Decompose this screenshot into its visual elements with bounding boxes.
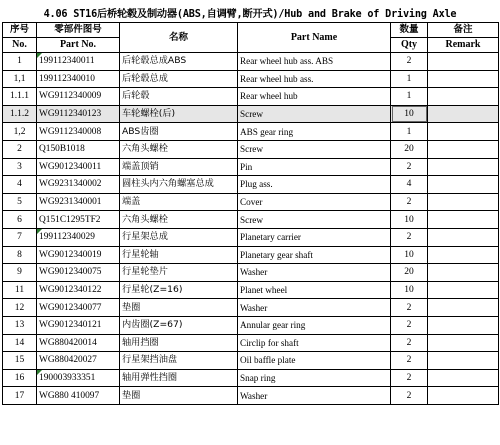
- cell-remark[interactable]: [428, 88, 499, 106]
- cell-name-en[interactable]: [238, 176, 391, 194]
- cell-part-no[interactable]: [37, 140, 120, 158]
- cell-qty[interactable]: [391, 352, 428, 370]
- cell-name-cn-text: 后轮毂: [122, 90, 150, 102]
- table-row[interactable]: [3, 369, 499, 387]
- cell-name-en-text: Planetary gear shaft: [240, 249, 313, 260]
- cell-qty-text: 2: [406, 161, 412, 172]
- sheet-title: 4.06 ST16后桥轮毂及制动器(ABS,自调臂,断开式)/Hub and Brake of Driving Axle: [43, 8, 457, 20]
- cell-remark[interactable]: [428, 193, 499, 211]
- cell-name-en-text: Planetary carrier: [240, 232, 301, 243]
- cell-part-no[interactable]: [37, 299, 120, 317]
- cell-qty-text: 20: [404, 144, 414, 155]
- cell-name-en[interactable]: [238, 158, 391, 176]
- cell-no[interactable]: [3, 158, 37, 176]
- cell-part-no-text: 199112340029: [39, 232, 95, 243]
- cell-name-cn-text: 垫圈: [122, 301, 141, 313]
- cell-name-en[interactable]: [238, 369, 391, 387]
- cell-no-text: 1.1.2: [10, 109, 29, 120]
- cell-name-en[interactable]: [238, 281, 391, 299]
- cell-qty[interactable]: [391, 176, 428, 194]
- cell-part-no-text: WG9112340008: [39, 126, 102, 137]
- table-row[interactable]: [3, 387, 499, 405]
- cell-part-no[interactable]: [37, 211, 120, 229]
- cell-name-cn[interactable]: [120, 158, 238, 176]
- cell-name-en-text: Pin: [240, 161, 253, 172]
- cell-no-text: 1,2: [13, 126, 26, 137]
- table-row[interactable]: [3, 140, 499, 158]
- cell-part-no-text: WG9231340002: [39, 179, 102, 190]
- cell-name-cn-text: 端盖: [122, 196, 141, 208]
- table-row[interactable]: [3, 281, 499, 299]
- cell-name-cn[interactable]: [120, 369, 238, 387]
- cell-part-no-text: WG9231340001: [39, 197, 102, 208]
- cell-name-en-text: Rear wheel hub ass. ABS: [240, 56, 334, 67]
- cell-no-text: 9: [17, 267, 22, 278]
- cell-name-en-text: Circlip for shaft: [240, 337, 299, 348]
- cell-qty-text: 1: [406, 91, 412, 102]
- table-row[interactable]: [3, 264, 499, 282]
- cell-remark[interactable]: [428, 105, 499, 123]
- header-no-cn[interactable]: 序号: [3, 23, 37, 38]
- cell-no-text: 3: [17, 161, 22, 172]
- cell-qty-text: 2: [406, 390, 412, 401]
- header-name-cn[interactable]: 名称: [120, 23, 238, 53]
- cell-name-en[interactable]: [238, 334, 391, 352]
- cell-remark[interactable]: [428, 70, 499, 88]
- cell-part-no-text: WG9112340009: [39, 91, 102, 102]
- cell-name-en[interactable]: [238, 246, 391, 264]
- cell-no-text: 15: [14, 355, 25, 366]
- cell-part-no-text: WG9012340011: [39, 161, 102, 172]
- cell-no[interactable]: [3, 105, 37, 123]
- cell-qty-text: 2: [406, 232, 412, 243]
- table-row[interactable]: [3, 299, 499, 317]
- cell-qty-text: 20: [404, 267, 414, 278]
- cell-part-no[interactable]: [37, 105, 120, 123]
- cell-part-no-text: 190003933351: [39, 372, 96, 383]
- cell-qty[interactable]: [391, 53, 428, 71]
- cell-qty[interactable]: [391, 123, 428, 141]
- cell-name-cn-text: ABS齿圈: [122, 125, 159, 137]
- cell-name-cn-text: 车轮螺栓(后): [122, 108, 176, 120]
- cell-name-cn-text: 行星轮(Z=16): [122, 284, 183, 296]
- cell-remark[interactable]: [428, 211, 499, 229]
- cell-name-en[interactable]: [238, 193, 391, 211]
- cell-part-no[interactable]: [37, 316, 120, 334]
- cell-remark[interactable]: [428, 352, 499, 370]
- cell-no[interactable]: [3, 176, 37, 194]
- table-row[interactable]: [3, 123, 499, 141]
- cell-no[interactable]: [3, 264, 37, 282]
- cell-no[interactable]: [3, 387, 37, 405]
- cell-name-cn[interactable]: [120, 316, 238, 334]
- comment-flag-icon: [37, 229, 42, 234]
- cell-no[interactable]: [3, 316, 37, 334]
- cell-part-no[interactable]: [37, 158, 120, 176]
- cell-qty[interactable]: [391, 334, 428, 352]
- cell-no-text: 1.1.1: [10, 91, 29, 102]
- table-row[interactable]: [3, 88, 499, 106]
- cell-part-no[interactable]: [37, 352, 120, 370]
- table-row[interactable]: [3, 211, 499, 229]
- cell-name-en[interactable]: [238, 316, 391, 334]
- cell-part-no-text: Q151C1295TF2: [39, 214, 101, 225]
- cell-no[interactable]: [3, 211, 37, 229]
- cell-name-en-text: Screw: [240, 144, 263, 155]
- cell-qty-text: 2: [406, 320, 412, 331]
- cell-remark[interactable]: [428, 387, 499, 405]
- table-row[interactable]: [3, 105, 499, 123]
- table-row[interactable]: [3, 316, 499, 334]
- cell-no[interactable]: [3, 228, 37, 246]
- cell-name-en[interactable]: [238, 211, 391, 229]
- cell-name-cn[interactable]: [120, 387, 238, 405]
- cell-remark[interactable]: [428, 264, 499, 282]
- cell-name-cn[interactable]: [120, 70, 238, 88]
- comment-flag-icon: [37, 370, 42, 375]
- cell-name-cn-text: 垫圈: [122, 389, 141, 401]
- cell-qty[interactable]: [391, 105, 428, 123]
- cell-name-en-text: ABS gear ring: [240, 126, 294, 137]
- parts-table: [2, 22, 499, 405]
- cell-qty-text: 1: [406, 126, 412, 137]
- table-row[interactable]: [3, 246, 499, 264]
- header-qty-en[interactable]: Qty: [391, 38, 428, 53]
- header-name-en[interactable]: Part Name: [238, 23, 391, 53]
- cell-qty[interactable]: [391, 299, 428, 317]
- cell-qty[interactable]: [391, 264, 428, 282]
- cell-qty-text: 1: [406, 73, 412, 84]
- cell-name-cn-text: 行星架挡油盘: [122, 354, 178, 366]
- cell-no-text: 2: [17, 144, 22, 155]
- cell-part-no-text: WG9012340122: [39, 285, 102, 296]
- cell-name-cn-text: 行星架总成: [122, 231, 168, 243]
- header-part-cn[interactable]: 零部件图号: [37, 23, 120, 38]
- cell-qty[interactable]: [391, 158, 428, 176]
- cell-name-cn[interactable]: [120, 352, 238, 370]
- cell-no[interactable]: [3, 246, 37, 264]
- cell-no-text: 4: [17, 179, 22, 190]
- cell-no-text: 11: [14, 285, 25, 296]
- cell-no[interactable]: [3, 299, 37, 317]
- cell-name-cn-text: 后轮毂总成ABS: [122, 55, 187, 67]
- cell-qty[interactable]: [391, 88, 428, 106]
- cell-qty[interactable]: [391, 211, 428, 229]
- cell-part-no[interactable]: [37, 228, 120, 246]
- cell-name-cn[interactable]: [120, 193, 238, 211]
- cell-qty[interactable]: [391, 281, 428, 299]
- cell-name-cn[interactable]: [120, 140, 238, 158]
- cell-part-no[interactable]: [37, 387, 120, 405]
- cell-no-text: 8: [17, 249, 22, 260]
- cell-qty-text: 2: [406, 372, 412, 383]
- cell-qty[interactable]: [391, 369, 428, 387]
- header-part-en[interactable]: Part No.: [37, 38, 120, 53]
- cell-no-text: 1,1: [13, 73, 26, 84]
- cell-name-cn[interactable]: [120, 334, 238, 352]
- cell-name-en-text: Oil baffle plate: [240, 355, 296, 366]
- cell-name-cn-text: 六角头螺栓: [122, 143, 168, 155]
- cell-no-text: 17: [14, 390, 25, 401]
- cell-name-cn[interactable]: [120, 264, 238, 282]
- cell-part-no-text: WG880 410097: [39, 390, 100, 401]
- cell-no-text: 6: [17, 214, 22, 225]
- comment-flag-icon: [37, 53, 42, 58]
- cell-name-cn[interactable]: [120, 105, 238, 123]
- cell-no[interactable]: [3, 70, 37, 88]
- cell-name-en[interactable]: [238, 105, 391, 123]
- cell-name-cn-text: 内齿圈(Z=67): [122, 319, 183, 331]
- cell-name-en[interactable]: [238, 140, 391, 158]
- cell-part-no-text: 199112340010: [39, 73, 95, 84]
- cell-qty-text: 4: [406, 179, 412, 190]
- cell-name-en-text: Washer: [240, 267, 268, 278]
- cell-name-en-text: Plug ass.: [240, 179, 273, 190]
- cell-name-cn[interactable]: [120, 211, 238, 229]
- cell-name-en[interactable]: [238, 53, 391, 71]
- cell-no[interactable]: [3, 281, 37, 299]
- cell-name-cn[interactable]: [120, 123, 238, 141]
- table-row[interactable]: [3, 176, 499, 194]
- cell-remark[interactable]: [428, 123, 499, 141]
- cell-name-en-text: Washer: [240, 390, 268, 401]
- cell-name-en-text: Planet wheel: [240, 285, 288, 296]
- cell-part-no-text: WG9012340077: [39, 302, 102, 313]
- cell-qty-text: 2: [406, 197, 412, 208]
- cell-name-en-text: Screw: [240, 109, 263, 120]
- cell-name-en-text: Cover: [240, 197, 263, 208]
- cell-name-cn-text: 端盖顶销: [122, 160, 159, 172]
- cell-name-cn[interactable]: [120, 88, 238, 106]
- cell-name-en-text: Snap ring: [240, 372, 276, 383]
- cell-no[interactable]: [3, 53, 37, 71]
- cell-no-text: 16: [14, 372, 25, 383]
- cell-name-cn-text: 六角头螺栓: [122, 213, 168, 225]
- cell-qty[interactable]: [391, 228, 428, 246]
- cell-remark[interactable]: [428, 281, 499, 299]
- cell-name-cn-text: 轴用挡圈: [122, 336, 159, 348]
- cell-name-en-text: Rear wheel hub: [240, 91, 298, 102]
- cell-part-no[interactable]: [37, 53, 120, 71]
- cell-name-en-text: Washer: [240, 302, 268, 313]
- table-row[interactable]: [3, 228, 499, 246]
- cell-remark[interactable]: [428, 140, 499, 158]
- cell-part-no[interactable]: [37, 123, 120, 141]
- cell-part-no[interactable]: [37, 334, 120, 352]
- cell-name-cn-text: 轴用弹性挡圈: [122, 371, 178, 383]
- cell-part-no[interactable]: [37, 70, 120, 88]
- cell-part-no[interactable]: [37, 246, 120, 264]
- cell-part-no-text: WG9012340075: [39, 267, 102, 278]
- cell-no[interactable]: [3, 88, 37, 106]
- cell-part-no-text: WG880420027: [39, 355, 97, 366]
- cell-qty-text: 10: [404, 285, 414, 296]
- cell-qty-text: 10: [404, 214, 414, 225]
- cell-part-no-text: 199112340011: [39, 56, 95, 67]
- cell-qty-text: 2: [406, 56, 412, 67]
- cell-part-no[interactable]: [37, 281, 120, 299]
- cell-remark[interactable]: [428, 316, 499, 334]
- cell-part-no-text: WG880420014: [39, 337, 97, 348]
- cell-qty[interactable]: [391, 193, 428, 211]
- cell-name-en-text: Annular gear ring: [240, 320, 306, 331]
- cell-qty-text: 2: [406, 337, 412, 348]
- cell-no[interactable]: [3, 140, 37, 158]
- cell-no-text: 14: [14, 337, 25, 348]
- cell-name-en[interactable]: [238, 88, 391, 106]
- header-qty-cn[interactable]: 数量: [391, 23, 428, 38]
- cell-name-cn-text: 行星轮垫片: [122, 266, 168, 278]
- cell-qty[interactable]: [391, 70, 428, 88]
- cell-no[interactable]: [3, 352, 37, 370]
- cell-no-text: 12: [14, 302, 25, 313]
- cell-no-text: 13: [14, 320, 25, 331]
- cell-part-no-text: Q150B1018: [39, 144, 85, 155]
- cell-qty-text: 10: [404, 109, 414, 120]
- cell-name-cn[interactable]: [120, 281, 238, 299]
- cell-name-en[interactable]: [238, 299, 391, 317]
- cell-part-no-text: WG9012340019: [39, 249, 102, 260]
- cell-name-cn[interactable]: [120, 176, 238, 194]
- table-body: [3, 53, 499, 405]
- cell-name-cn[interactable]: [120, 228, 238, 246]
- cell-name-cn-text: 行星轮轴: [122, 248, 159, 260]
- cell-name-cn[interactable]: [120, 299, 238, 317]
- cell-no-text: 1: [17, 56, 22, 67]
- cell-qty-text: 2: [406, 355, 412, 366]
- cell-name-cn[interactable]: [120, 246, 238, 264]
- cell-name-en[interactable]: [238, 228, 391, 246]
- cell-remark[interactable]: [428, 369, 499, 387]
- cell-name-en-text: Screw: [240, 214, 263, 225]
- table-row[interactable]: [3, 334, 499, 352]
- cell-name-en[interactable]: [238, 123, 391, 141]
- cell-name-cn[interactable]: [120, 53, 238, 71]
- cell-remark[interactable]: [428, 158, 499, 176]
- cell-remark[interactable]: [428, 299, 499, 317]
- cell-qty[interactable]: [391, 246, 428, 264]
- cell-no[interactable]: [3, 334, 37, 352]
- cell-name-en[interactable]: [238, 264, 391, 282]
- cell-remark[interactable]: [428, 228, 499, 246]
- cell-remark[interactable]: [428, 53, 499, 71]
- cell-part-no[interactable]: [37, 88, 120, 106]
- cell-no-text: 5: [17, 197, 22, 208]
- cell-part-no-text: WG9012340121: [39, 320, 102, 331]
- table-row[interactable]: [3, 158, 499, 176]
- cell-qty[interactable]: [391, 387, 428, 405]
- cell-qty[interactable]: [391, 316, 428, 334]
- cell-no-text: 7: [17, 232, 22, 243]
- cell-part-no[interactable]: [37, 264, 120, 282]
- table-row[interactable]: [3, 193, 499, 211]
- cell-name-en[interactable]: [238, 70, 391, 88]
- cell-part-no[interactable]: [37, 193, 120, 211]
- table-header: [3, 23, 499, 53]
- cell-name-en-text: Rear wheel hub ass.: [240, 73, 314, 84]
- cell-no[interactable]: [3, 369, 37, 387]
- cell-qty-text: 2: [406, 302, 412, 313]
- cell-part-no[interactable]: [37, 369, 120, 387]
- cell-qty[interactable]: [391, 140, 428, 158]
- cell-no[interactable]: [3, 123, 37, 141]
- cell-remark[interactable]: [428, 176, 499, 194]
- table-row[interactable]: [3, 352, 499, 370]
- cell-name-cn-text: 圆柱头内六角螺塞总成: [122, 178, 214, 190]
- cell-name-cn-text: 后轮毂总成: [122, 72, 168, 84]
- cell-name-en[interactable]: [238, 387, 391, 405]
- cell-qty-text: 10: [404, 249, 414, 260]
- cell-part-no-text: WG9112340123: [39, 109, 102, 120]
- cell-remark[interactable]: [428, 334, 499, 352]
- table-row[interactable]: [3, 53, 499, 71]
- header-remark-en[interactable]: Remark: [428, 38, 499, 53]
- cell-no[interactable]: [3, 193, 37, 211]
- table-row[interactable]: [3, 70, 499, 88]
- header-remark-cn[interactable]: 备注: [428, 23, 499, 38]
- cell-name-en[interactable]: [238, 352, 391, 370]
- cell-remark[interactable]: [428, 246, 499, 264]
- header-no-en[interactable]: No.: [3, 38, 37, 53]
- cell-part-no[interactable]: [37, 176, 120, 194]
